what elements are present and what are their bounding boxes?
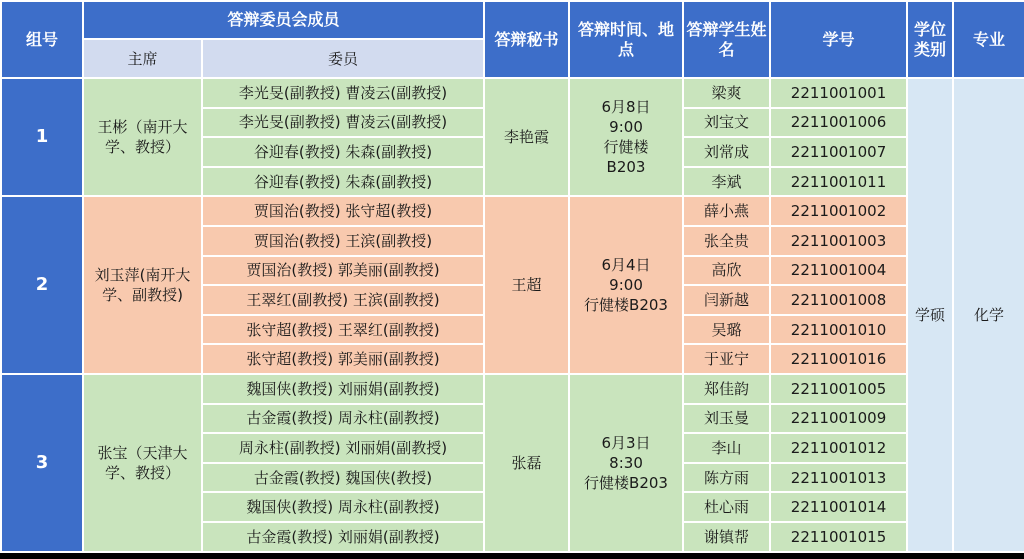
members-cell: 古金霞(教授) 周永柱(副教授) [202,404,484,434]
header-time-place: 答辩时间、地点 [569,1,683,78]
major-cell: 化学 [953,78,1024,552]
student-name-cell: 李斌 [683,167,770,197]
student-id-cell: 2211001015 [770,522,907,552]
student-id-cell: 2211001012 [770,433,907,463]
student-name-cell: 梁爽 [683,78,770,108]
members-cell: 贾国治(教授) 郭美丽(副教授) [202,256,484,286]
student-id-cell: 2211001008 [770,285,907,315]
student-name-cell: 张全贵 [683,226,770,256]
student-name-cell: 闫新越 [683,285,770,315]
student-id-cell: 2211001002 [770,196,907,226]
student-id-cell: 2211001010 [770,315,907,345]
table-row [1,78,1024,108]
members-cell: 李光旻(副教授) 曹凌云(副教授) [202,108,484,138]
student-name-cell: 刘常成 [683,137,770,167]
table-row [1,196,1024,226]
members-cell: 李光旻(副教授) 曹凌云(副教授) [202,78,484,108]
members-cell: 古金霞(教授) 刘丽娟(副教授) [202,522,484,552]
time-place-cell: 6月3日 8:30 行健楼B203 [569,374,683,552]
student-name-cell: 薛小燕 [683,196,770,226]
members-cell: 贾国治(教授) 张守超(教授) [202,196,484,226]
student-name-cell: 于亚宁 [683,344,770,374]
header-major: 专业 [953,1,1024,78]
student-id-cell: 2211001009 [770,404,907,434]
schedule-body [1,78,1024,552]
student-name-cell: 刘玉曼 [683,404,770,434]
members-cell: 谷迎春(教授) 朱森(副教授) [202,167,484,197]
members-cell: 王翠红(副教授) 王滨(副教授) [202,285,484,315]
members-cell: 周永柱(副教授) 刘丽娟(副教授) [202,433,484,463]
student-id-cell: 2211001005 [770,374,907,404]
header-degree-type: 学位类别 [907,1,953,78]
degree-type-cell: 学硕 [907,78,953,552]
secretary-cell: 王超 [484,196,569,374]
student-name-cell: 李山 [683,433,770,463]
header-student-name: 答辩学生姓名 [683,1,770,78]
student-name-cell: 刘宝文 [683,108,770,138]
student-name-cell: 高欣 [683,256,770,286]
student-name-cell: 郑佳韵 [683,374,770,404]
header-student-id: 学号 [770,1,907,78]
student-id-cell: 2211001011 [770,167,907,197]
header-committee: 答辩委员会成员 [83,1,484,39]
student-name-cell: 谢镇帮 [683,522,770,552]
student-id-cell: 2211001004 [770,256,907,286]
student-id-cell: 2211001003 [770,226,907,256]
student-name-cell: 陈方雨 [683,463,770,493]
chair-cell: 张宝（天津大学、教授） [83,374,202,552]
members-cell: 谷迎春(教授) 朱森(副教授) [202,137,484,167]
student-id-cell: 2211001001 [770,78,907,108]
group-number: 2 [1,196,83,374]
header-secretary: 答辩秘书 [484,1,569,78]
student-id-cell: 2211001007 [770,137,907,167]
group-number: 3 [1,374,83,552]
student-name-cell: 吴璐 [683,315,770,345]
chair-cell: 刘玉萍(南开大学、副教授) [83,196,202,374]
header-chair: 主席 [83,39,202,78]
time-place-cell: 6月8日 9:00 行健楼 B203 [569,78,683,196]
secretary-cell: 张磊 [484,374,569,552]
members-cell: 贾国治(教授) 王滨(副教授) [202,226,484,256]
header-group-no: 组号 [1,1,83,78]
student-id-cell: 2211001016 [770,344,907,374]
members-cell: 魏国侠(教授) 周永柱(副教授) [202,492,484,522]
chair-cell: 王彬（南开大学、教授） [83,78,202,196]
student-name-cell: 杜心雨 [683,492,770,522]
student-id-cell: 2211001013 [770,463,907,493]
table-row [1,374,1024,404]
members-cell: 古金霞(教授) 魏国侠(教授) [202,463,484,493]
members-cell: 张守超(教授) 郭美丽(副教授) [202,344,484,374]
time-place-cell: 6月4日 9:00 行健楼B203 [569,196,683,374]
group-number: 1 [1,78,83,196]
members-cell: 魏国侠(教授) 刘丽娟(副教授) [202,374,484,404]
student-id-cell: 2211001014 [770,492,907,522]
student-id-cell: 2211001006 [770,108,907,138]
secretary-cell: 李艳霞 [484,78,569,196]
header-members: 委员 [202,39,484,78]
members-cell: 张守超(教授) 王翠红(副教授) [202,315,484,345]
